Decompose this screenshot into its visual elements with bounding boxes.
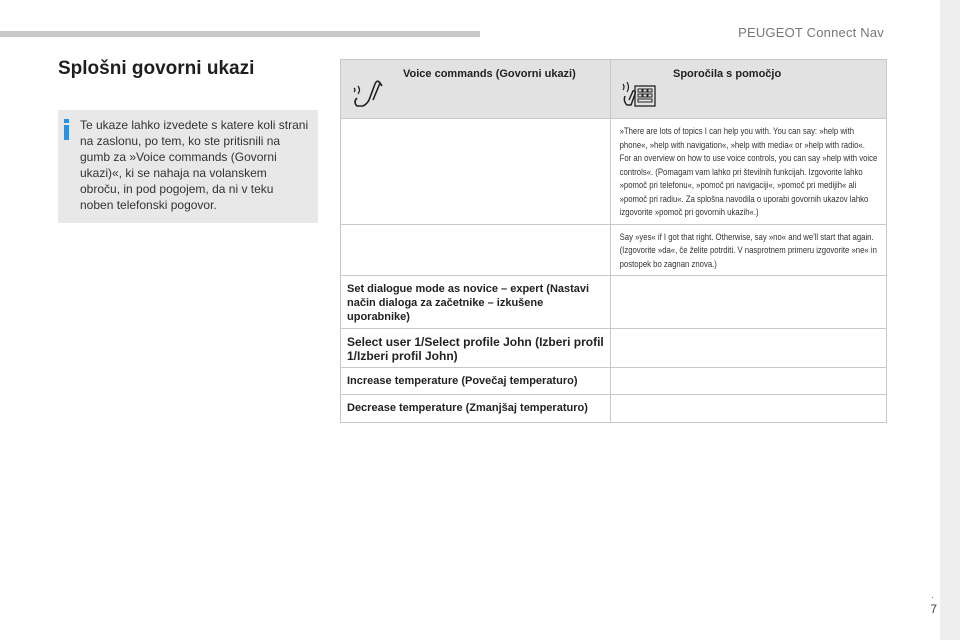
- response-text: Say »yes« if I got that right. Otherwise, say »no« and we'll start that again. (Izgovorite »da«, če želite potrditi. V nasprotnem primeru izgovorite »ne« in postopek bo zagnan znova.): [619, 231, 877, 269]
- command-text: [341, 225, 610, 235]
- info-text: Te ukaze lahko izvedete s katere koli strani na zaslonu, po tem, ko ste pritisnili na gumb za »Voice commands (Govorni ukazi)«, ki se nahaja na volanskem obroču, in pod pogojem, da ni v teku noben telefonski pogovor.: [80, 118, 309, 212]
- top-rule: [0, 31, 480, 37]
- command-text: Set dialogue mode as novice – expert (Nastavi način dialoga za začetnike – izkušene uporabnike): [347, 283, 590, 323]
- info-icon: [64, 119, 69, 140]
- command-cell: [341, 395, 611, 423]
- col-header-commands-label: Voice commands (Govorni ukazi): [403, 68, 576, 80]
- command-cell: [341, 329, 611, 368]
- response-cell: [611, 368, 887, 395]
- col-header-help: [611, 60, 887, 119]
- table-row: [341, 395, 887, 423]
- voice-command-icon: [351, 74, 387, 110]
- command-cell: [341, 368, 611, 395]
- table-row: [341, 119, 887, 225]
- response-cell: [611, 329, 887, 368]
- col-header-commands: [341, 60, 611, 119]
- command-cell: [341, 224, 611, 276]
- response-text: [611, 276, 884, 286]
- page-title: Splošni govorni ukazi: [58, 58, 255, 79]
- page-mark: .: [931, 590, 934, 601]
- response-cell: [611, 395, 887, 423]
- table-row: [341, 368, 887, 395]
- brand-label: PEUGEOT Connect Nav: [738, 25, 884, 40]
- response-text: [611, 368, 884, 378]
- command-text: Increase temperature (Povečaj temperaturo): [347, 375, 578, 387]
- table-row: [341, 329, 887, 368]
- col-header-help-label: Sporočila s pomočjo: [673, 68, 782, 80]
- command-text: Select user 1/Select profile John (Izberi profil 1/Izberi profil John): [347, 335, 604, 363]
- table-row: [341, 224, 887, 276]
- response-text: [611, 395, 884, 405]
- voice-help-message-icon: [621, 74, 657, 110]
- command-cell: [341, 119, 611, 225]
- side-strip: [940, 0, 960, 640]
- response-cell: [611, 224, 887, 276]
- command-cell: [341, 276, 611, 329]
- command-text: Decrease temperature (Zmanjšaj temperaturo): [347, 402, 588, 414]
- table-row: [341, 276, 887, 329]
- response-text: »There are lots of topics I can help you with. You can say: »help with phone«, »help with navigation«, »help with media« or »help with radio«. For an overview on how to use voice controls, you can say »help with voice controls«. (Pomagam vam lahko pri številnih funkcijah. Izgovorite lahko »pomoč pri telefonu«, »pomoč pri navigaciji«, »pomoč pri medijih« ali »pomoč pri radiu«. Za splošna navodila o uporabi govornih ukazov lahko izgovorite »pomoč pri govornih ukazih«.): [619, 126, 878, 217]
- response-cell: [611, 276, 887, 329]
- response-text: [611, 329, 884, 339]
- info-box: [58, 110, 318, 223]
- table-header-row: [341, 60, 887, 119]
- voice-commands-table: [340, 59, 887, 423]
- response-cell: [611, 119, 887, 225]
- command-text: [341, 119, 610, 129]
- page-number: 7: [930, 602, 937, 616]
